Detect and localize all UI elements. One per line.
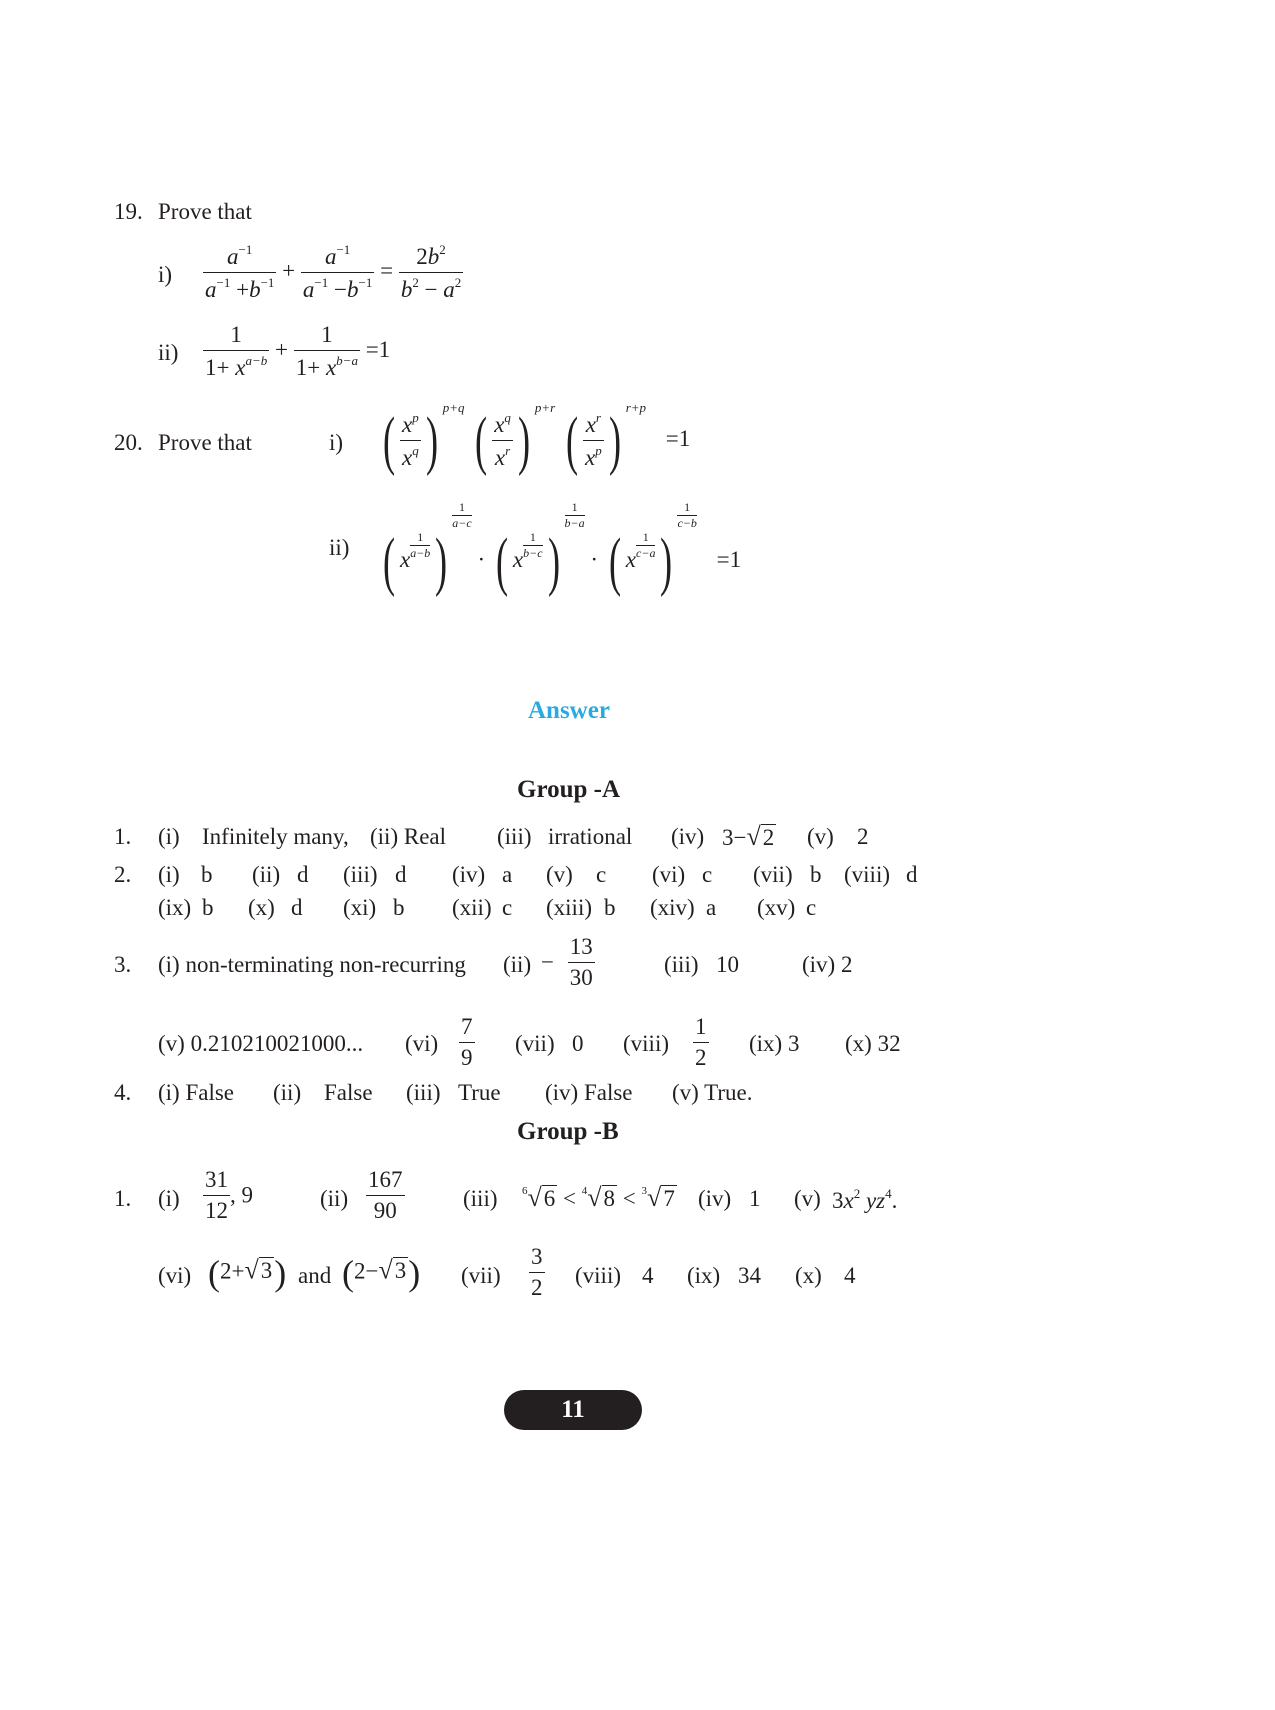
a2-label: (ii)	[252, 862, 281, 887]
a4-answer-iv: (iv) False	[545, 1080, 633, 1105]
a3-answer-vii: 0	[572, 1031, 584, 1056]
b1-label-vii: (vii)	[461, 1263, 501, 1288]
a2-value: d	[297, 862, 309, 887]
a3-answer-iii: 10	[716, 952, 739, 977]
a1-label-iv: (iv)	[671, 824, 705, 849]
a4-answer-iii: True	[458, 1080, 501, 1105]
a4-label-iii: (iii)	[406, 1080, 441, 1105]
b1-answer-vi-b: (2−√3)	[342, 1253, 421, 1293]
page-number: 11	[504, 1390, 642, 1430]
q19-text: Prove that	[158, 199, 252, 224]
a1-answer-i: Infinitely many,	[202, 824, 349, 849]
a1-answer-iv: 3−√2	[722, 822, 775, 851]
group-b-heading: Group -B	[517, 1118, 619, 1145]
a2-value: c	[596, 862, 607, 887]
q19-ii-equation: $\frac{1}{1+ x^{a-b}}$ + $\frac{1}{1+ x^{b-a}}$ =1	[205, 322, 391, 380]
a3-answer-ix: (ix) 3	[749, 1031, 800, 1056]
a2-label: (iv)	[452, 862, 486, 887]
a3-label-vii: (vii)	[515, 1031, 555, 1056]
b1-answer-ix: 34	[738, 1263, 761, 1288]
a2b-label: (xii)	[452, 895, 492, 920]
b1-label-iii: (iii)	[463, 1186, 498, 1211]
a3-answer-iv: (iv) 2	[802, 952, 853, 977]
a2-value: a	[502, 862, 513, 887]
a1-answer-iii: irrational	[548, 824, 633, 849]
a2-label: (v)	[546, 862, 573, 887]
a4-answer-i: (i) False	[158, 1080, 235, 1105]
b1-label-x: (x)	[795, 1263, 822, 1288]
b1-answer-iii: $^6$√6 < $^4$√8 < $^3$√7	[522, 1183, 675, 1212]
a1-answer-ii: (ii) Real	[370, 824, 446, 849]
a3-label-vi: (vi)	[405, 1031, 439, 1056]
a2-label: (vii)	[753, 862, 793, 887]
b1-number: 1.	[114, 1186, 132, 1211]
group-a-heading: Group -A	[517, 776, 621, 803]
a2-value: b	[810, 862, 822, 887]
a1-number: 1.	[114, 824, 132, 849]
q19-ii-label: ii)	[158, 340, 179, 365]
a2b-value: b	[604, 895, 616, 920]
a3-number: 3.	[114, 952, 132, 977]
a2b-label: (xiii)	[546, 895, 592, 920]
q20-text: Prove that	[158, 430, 252, 455]
b1-label-viii: (viii)	[575, 1263, 621, 1288]
a3-label-ii: (ii)	[503, 952, 532, 977]
a2-value: c	[702, 862, 713, 887]
q19-i-label: i)	[158, 262, 173, 287]
a2b-label: (ix)	[158, 895, 192, 920]
a3-answer-vi: $\frac{7}{9}$	[461, 1014, 473, 1070]
q20-ii-label: ii)	[329, 535, 350, 560]
a4-answer-ii: False	[324, 1080, 373, 1105]
a2b-label: (xv)	[757, 895, 796, 920]
a2b-value: b	[202, 895, 214, 920]
b1-label-i: (i)	[158, 1186, 180, 1211]
q20-i-label: i)	[329, 430, 344, 455]
b1-label-iv: (iv)	[698, 1186, 732, 1211]
a1-answer-v: 2	[857, 824, 869, 849]
a3-answer-viii: $\frac{1}{2}$	[695, 1014, 707, 1070]
b1-answer-vi-and: and	[298, 1263, 332, 1288]
q20-ii-equation: ( x $\frac{1}{a-b}$ ) $\frac{1}{a-c}$ · ( x $\frac{1}{b-c}$ ) $\frac{1}{b-a}$ · ( x $\frac{1}{c-a}$ ) $\frac{1}{c-b}$ =1	[382, 500, 742, 598]
b1-answer-viii: 4	[642, 1263, 654, 1288]
b1-label-ii: (ii)	[320, 1186, 349, 1211]
b1-answer-iv: 1	[749, 1186, 761, 1211]
b1-answer-x: 4	[844, 1263, 856, 1288]
a2b-label: (xi)	[343, 895, 377, 920]
a2-label: (i)	[158, 862, 180, 887]
a3-answer-v: (v) 0.210210021000...	[158, 1031, 364, 1056]
a2-label: (vi)	[652, 862, 686, 887]
a1-label-i: (i)	[158, 824, 180, 849]
a3-answer-x: (x) 32	[845, 1031, 901, 1056]
a2-label: (viii)	[844, 862, 890, 887]
b1-label-v: (v)	[794, 1186, 821, 1211]
q19-number: 19.	[114, 199, 143, 224]
q19-i-equation: $\frac{a^{-1}}{a^{-1} +b^{-1}}$ + $\frac{a^{-1}}{a^{-1} -b^{-1}}$ = $\frac{2b^2}{b^2 - a^2}$	[205, 242, 462, 302]
a2-label: (iii)	[343, 862, 378, 887]
a1-label-v: (v)	[807, 824, 834, 849]
a4-label-ii: (ii)	[273, 1080, 302, 1105]
a2b-value: c	[806, 895, 817, 920]
b1-answer-vii: $\frac{3}{2}$	[531, 1244, 543, 1300]
a2b-label: (xiv)	[650, 895, 695, 920]
a3-answer-i: (i) non-terminating non-recurring	[158, 952, 466, 977]
b1-label-ix: (ix)	[687, 1263, 721, 1288]
a2b-value: c	[502, 895, 513, 920]
b1-label-vi: (vi)	[158, 1263, 192, 1288]
a2b-value: b	[393, 895, 405, 920]
b1-answer-vi-a: (2+√3)	[208, 1253, 287, 1293]
b1-answer-i: $\frac{31}{12}$ , 9	[205, 1167, 253, 1223]
a2b-value: a	[706, 895, 717, 920]
b1-answer-v: $3x^2$ $yz^4$.	[832, 1186, 898, 1213]
a2b-value: d	[291, 895, 303, 920]
a3-label-viii: (viii)	[623, 1031, 669, 1056]
answer-heading: Answer	[528, 697, 610, 724]
a3-answer-ii: − $\frac{13}{30}$	[541, 934, 593, 990]
b1-answer-ii: $\frac{167}{90}$	[368, 1167, 403, 1223]
a2b-label: (x)	[248, 895, 275, 920]
a2-number: 2.	[114, 862, 132, 887]
a4-number: 4.	[114, 1080, 132, 1105]
a2-value: d	[395, 862, 407, 887]
a3-label-iii: (iii)	[664, 952, 699, 977]
q20-number: 20.	[114, 430, 143, 455]
a4-answer-v: (v) True.	[672, 1080, 753, 1105]
a2-value: b	[201, 862, 213, 887]
a1-label-iii: (iii)	[497, 824, 532, 849]
a2-value: d	[906, 862, 918, 887]
q20-i-equation: ( $\frac{x^p}{x^q}$ ) $^{p+q}$ ( $\frac{x^q}{x^r}$ ) $^{p+r}$ ( $\frac{x^r}{x^p}$ ) $^{r+p}$ =1	[382, 400, 691, 477]
